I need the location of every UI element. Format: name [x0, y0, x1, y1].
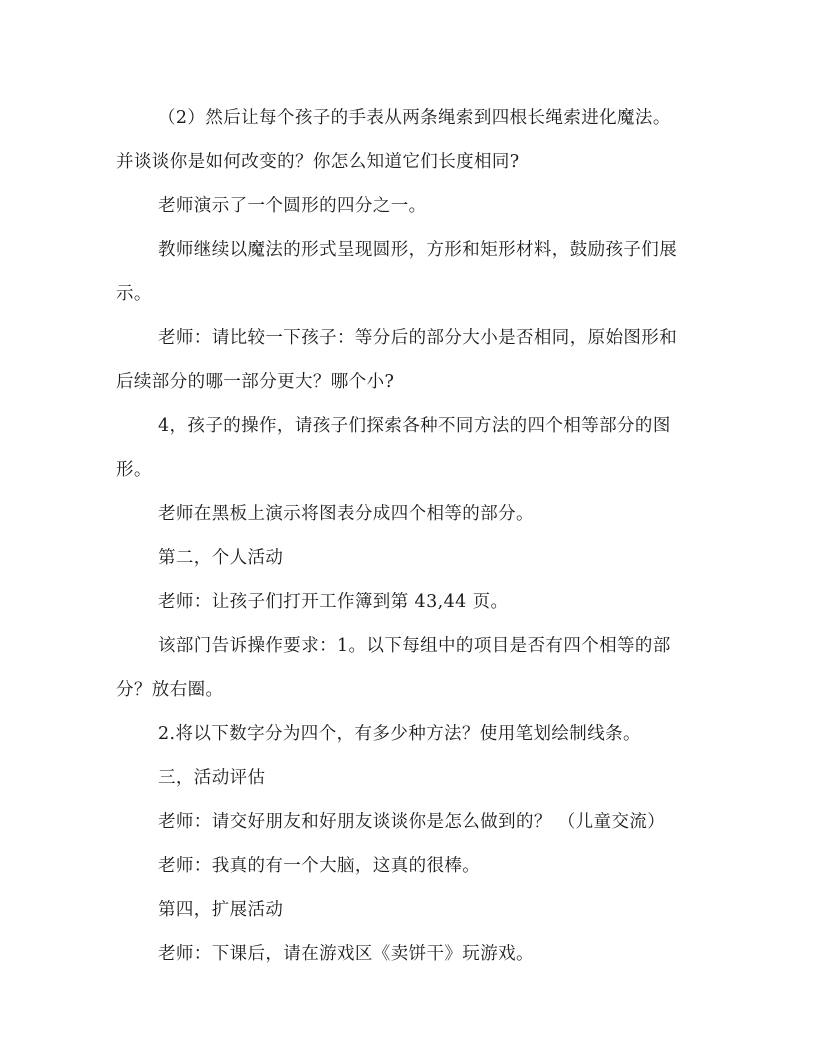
- paragraph-line: 老师：请比较一下孩子：等分后的部分大小是否相同，原始图形和: [158, 328, 678, 348]
- document-body: [116, 103, 706, 969]
- paragraph-line: 并谈谈你是如何改变的？你怎么知道它们长度相同?: [116, 152, 520, 172]
- section-heading: 第二，个人活动: [158, 548, 284, 568]
- paragraph-line: 老师在黑板上演示将图表分成四个相等的部分。: [158, 504, 534, 524]
- paragraph-line: 教师继续以魔法的形式呈现圆形，方形和矩形材料，鼓励孩子们展: [158, 240, 678, 260]
- paragraph-line: 2.将以下数字分为四个，有多少种方法？使用笔划绘制线条。: [158, 724, 641, 744]
- paragraph-line: 4，孩子的操作，请孩子们探索各种不同方法的四个相等部分的图: [158, 416, 671, 436]
- paragraph-line: 老师演示了一个圆形的四分之一。: [158, 196, 427, 216]
- paragraph-line: 形。: [116, 460, 152, 480]
- paragraph-line: 示。: [116, 284, 152, 304]
- paragraph-line: 该部门告诉操作要求：1。以下每组中的项目是否有四个相等的部: [158, 636, 671, 656]
- paragraph-line: 老师：请交好朋友和好朋友谈谈你是怎么做到的？ （儿童交流）: [158, 812, 666, 832]
- paragraph-line: 后续部分的哪一部分更大？哪个小?: [116, 372, 395, 392]
- paragraph-line: （2）然后让每个孩子的手表从两条绳索到四根长绳索进化魔法。: [158, 108, 671, 128]
- section-heading: 第四，扩展活动: [158, 900, 284, 920]
- paragraph-line: 老师：让孩子们打开工作簿到第 43,44 页。: [158, 592, 509, 612]
- paragraph-line: 老师：下课后，请在游戏区《卖饼干》玩游戏。: [158, 944, 534, 964]
- section-heading: 三，活动评估: [158, 768, 266, 788]
- paragraph-line: 分？放右圈。: [116, 680, 224, 700]
- paragraph-line: 老师：我真的有一个大脑，这真的很棒。: [158, 856, 481, 876]
